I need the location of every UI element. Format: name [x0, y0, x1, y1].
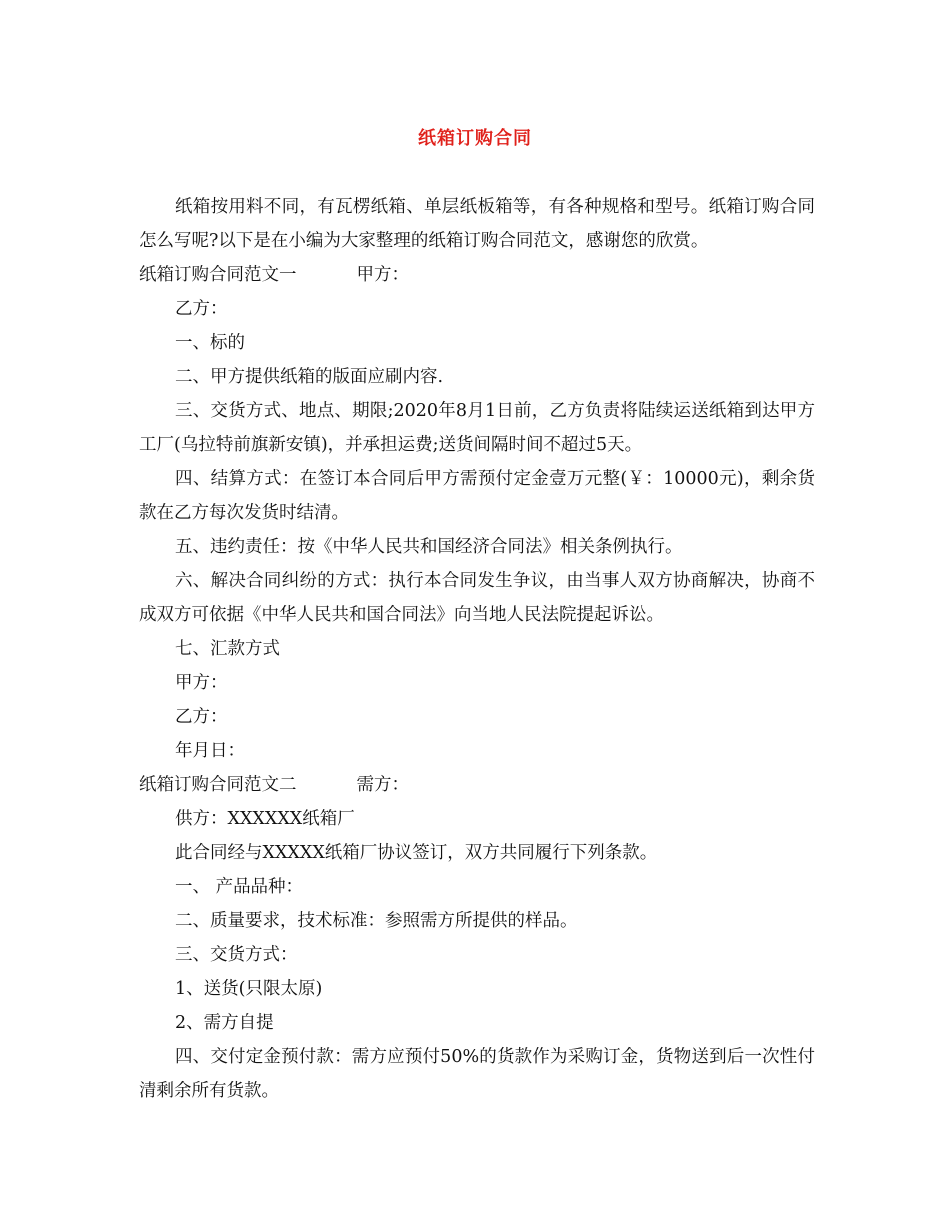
sample1-line: 二、甲方提供纸箱的版面应刷内容. [175, 367, 444, 387]
sample1-line: 一、标的 [175, 333, 245, 353]
sample2-line: 一、 产品品种： [175, 877, 304, 897]
intro-paragraph: 纸箱按用料不同，有瓦楞纸箱、单层纸板箱等，有各种规格和型号。纸箱订购合同怎么写呢?以下是在小编为大家整理的纸箱订购合同范文，感谢您的欣赏。 [139, 197, 815, 251]
sample1-line: 四、结算方式：在签订本合同后甲方需预付定金壹万元整(￥：10000元)，剩余货款在乙方每次发货时结清。 [139, 469, 815, 523]
sample1-party-a: 甲方： [356, 265, 409, 285]
sample2-line: 供方：XXXXXX纸箱厂 [175, 809, 355, 829]
document-body [139, 190, 815, 1108]
sample2-heading: 纸箱订购合同范文二 [139, 775, 297, 795]
sample1-line: 七、汇款方式 [175, 639, 280, 659]
sample2-heading-line [139, 768, 815, 802]
sample2-line: 2、需方自提 [175, 1013, 274, 1033]
document-title: 纸箱订购合同 [418, 128, 532, 149]
sample1-line: 乙方： [175, 707, 228, 727]
sample1-heading: 纸箱订购合同范文一 [139, 265, 297, 285]
sample1-line: 五、违约责任：按《中华人民共和国经济合同法》相关条例执行。 [175, 537, 683, 557]
sample2-line: 四、交付定金预付款：需方应预付50%的货款作为采购订金，货物送到后一次性付清剩余所有货款。 [139, 1047, 815, 1101]
sample2-line: 1、送货(只限太原) [175, 979, 323, 999]
sample2-line: 三、交货方式： [175, 945, 298, 965]
sample2-buyer: 需方： [356, 775, 409, 795]
sample1-heading-line [139, 258, 815, 292]
sample2-line: 此合同经与XXXXX纸箱厂协议签订，双方共同履行下列条款。 [175, 843, 658, 863]
sample2-line: 二、质量要求，技术标准：参照需方所提供的样品。 [175, 911, 578, 931]
sample1-line: 乙方： [175, 299, 228, 319]
sample1-line: 六、解决合同纠纷的方式：执行本合同发生争议，由当事人双方协商解决，协商不成双方可依据《中华人民共和国合同法》向当地人民法院提起诉讼。 [139, 571, 815, 625]
sample1-line: 三、交货方式、地点、期限;2020年8月1日前，乙方负责将陆续运送纸箱到达甲方工厂(乌拉特前旗新安镇)，并承担运费;送货间隔时间不超过5天。 [139, 401, 815, 455]
sample1-line: 年月日： [175, 741, 245, 761]
sample1-line: 甲方： [175, 673, 228, 693]
